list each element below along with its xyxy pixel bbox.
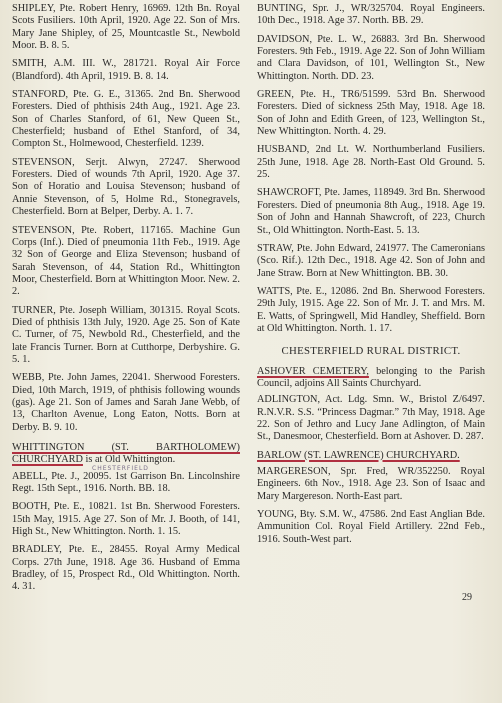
entry-text: ABELL, Pte. J., 20095. 1st Garrison Bn. Lincolnshire Regt. 15th Sept., 1916. North. BB. 18. (12, 470, 240, 495)
entry-text: WEBB, Pte. John James, 22041. Sherwood Foresters. Died, 10th March, 1919, of phthisis following wounds (gas). Age 21. Son of James and Sarah Jane Webb, of 13, Charlton Avenue, Long Eaton, Notts. Born at Derby. B. 9. 10. (12, 372, 240, 433)
list-item (12, 225, 240, 299)
district-heading: CHESTERFIELD RURAL DISTRICT. (281, 345, 461, 358)
list-item (257, 144, 485, 181)
entry-text: GREEN, Pte. H., TR6/51599. 53rd Bn. Sherwood Foresters. Died of sickness 25th May, 1918. Age 18. Son of John and Edith Green, of 123, Wellington St., New Whittington. North. 4. 29. (257, 89, 485, 138)
whittington-entries (12, 464, 240, 594)
right-column (257, 3, 485, 552)
page-number: 29 (462, 592, 472, 603)
list-item (257, 394, 485, 443)
ashover-entries (257, 394, 485, 443)
entry-text: BUNTING, Spr. J., WR/325704. Royal Engineers. 10th Dec., 1918. Age 37. North. BB. 29. (257, 3, 485, 27)
barlow-section-heading (257, 450, 485, 462)
list-item (12, 372, 240, 434)
entry-text: ADLINGTON, Act. Ldg. Smn. W., Bristol Z/6497. R.N.V.R. S.S. “Princess Dagmar.” 7th May, 1918. Age 22. Son of Jethro and Lucy Jane Adlington, of Main St., Danesmoor, Chesterfield. Born at Ashover. D. 287. (257, 394, 485, 443)
whittington-heading: WHITTINGTON (ST. BARTHOLOMEW) CHURCHYARD (12, 442, 240, 466)
ashover-heading: ASHOVER CEMETERY, (257, 365, 369, 377)
entry-text: STEVENSON, Pte. Robert, 117165. Machine Gun Corps (Inf.). Died of pneumonia 11th Feb., 1919. Age 32 Son of George and Eliza Stevenson; husband of Sarah Stevenson, of 44, Station Rd., Whittington Moor, Chesterfield. Born at Whittington Moor. New. 2. 2. (12, 224, 240, 298)
handwritten-note: CHESTERFIELD (92, 464, 149, 472)
entry-text: SMITH, A.M. III. W., 281721. Royal Air Force (Blandford). 4th April, 1919. B. 8. 14. (12, 58, 240, 82)
entry-text: YOUNG, Bty. S.M. W., 47586. 2nd East Anglian Bde. Ammunition Col. Royal Field Artillery. 22nd Feb., 1916. South-West part. (257, 509, 485, 545)
list-item (257, 466, 485, 503)
ashover-section-heading (257, 366, 485, 391)
entry-text: SHAWCROFT, Pte. James, 118949. 3rd Bn. Sherwood Foresters. Died of pneumonia 8th Aug., 1918. Age 19. Son of John and Hannah Shawcroft, of 223, Church St., Old Whittington. North-East. 5. 13. (257, 187, 485, 236)
list-item (12, 157, 240, 219)
ashover-heading-suffix: belonging to the Parish Council, adjoins All Saints Churchyard. (257, 365, 485, 389)
entry-text: WATTS, Pte. E., 12086. 2nd Bn. Sherwood Foresters. 29th July, 1915. Age 22. Son of Mr. J. T. and Mrs. M. E. Watts, of Springwell, Mid Handley, Sheffield. Born at Old Whittington. North. 1. 17. (257, 285, 485, 334)
list-item (12, 58, 240, 83)
entry-text: BRADLEY, Pte. E., 28455. Royal Army Medical Corps. 27th June, 1918. Age 36. Husband of Emma Bradley, of 15, Prospect Rd., Old Whittington. North. 4. 31. (12, 544, 240, 593)
list-item (257, 34, 485, 83)
list-item (257, 509, 485, 546)
entry-text: DAVIDSON, Pte. L. W., 26883. 3rd Bn. Sherwood Foresters. 9th Feb., 1919. Age 22. Son of John William and Clara Davidson, of 101, Wellington St., New Whittington. North. DD. 23. (257, 33, 485, 82)
list-item (257, 89, 485, 138)
right-entries (257, 3, 485, 335)
list-item (257, 286, 485, 335)
list-item (257, 243, 485, 280)
left-entries (12, 3, 240, 434)
entry-text: HUSBAND, 2nd Lt. W. Northumberland Fusiliers. 25th June, 1918. Age 28. North-East Old Ground. 5. 25. (257, 144, 485, 181)
entry-text: MARGERESON, Spr. Fred, WR/352250. Royal Engineers. 6th Nov., 1918. Age 23. Son of Isaac and Mary Margereson. North-East part. (257, 466, 485, 502)
list-item (12, 89, 240, 151)
entry-text: TURNER, Pte. Joseph William, 301315. Royal Scots. Died of phthisis 13th July, 1920. Age 25. Son of Kate C. Turner, of 75, Newbold Rd., Chesterfield, and the late Francis Turner. Born at Cutthorpe, Derbyshire. G. 5. 1. (12, 304, 240, 365)
whittington-heading-suffix: is at Old Whittington. (82, 454, 176, 466)
entry-text: STEVENSON, Serjt. Alwyn, 27247. Sherwood Foresters. Died of wounds 7th April, 1920. Age 37. Son of Horatio and Louisa Stevenson; husband of Annie Stevenson, of 5, Holme Rd., Stonegravels, Chesterfield. Born at Belper, Derby. A. 1. 7. (12, 156, 240, 218)
entry-text: STANFORD, Pte. G. E., 31365. 2nd Bn. Sherwood Foresters. Died of phthisis 24th Aug., 1921. Age 23. Son of Charles Stanford, of 61, New Queen St., Chesterfield; husband of Ethel Stanford, of 34, Compton St., Holmewood, Chesterfield. 1239. (12, 89, 240, 150)
list-item (257, 187, 485, 236)
barlow-entries (257, 466, 485, 546)
list-item (12, 501, 240, 538)
list-item (12, 464, 240, 496)
list-item (12, 544, 240, 593)
barlow-heading: BARLOW (ST. LAWRENCE) CHURCHYARD. (257, 449, 460, 461)
left-column (12, 3, 240, 600)
entry-text: BOOTH, Pte. E., 10821. 1st Bn. Sherwood Foresters. 15th May, 1915. Age 27. Son of Mr. J. Booth, of 141, High St., New Whittington. North. 1. 15. (12, 501, 240, 538)
list-item (12, 305, 240, 367)
entry-text: SHIPLEY, Pte. Robert Henry, 16969. 12th Bn. Royal Scots Fusiliers. 10th April, 1920. Age 22. Son of Mrs. Mary Jane Shipley, of 25, Mountcastle St., Newbold Moor. B. 8. 5. (12, 3, 240, 52)
entry-text: STRAW, Pte. John Edward, 241977. The Cameronians (Sco. Rif.). 12th Dec., 1918. Age 42. Son of John and Jane Straw. Born at New Whittington. BB. 30. (257, 242, 485, 279)
list-item (12, 3, 240, 52)
list-item (257, 3, 485, 28)
